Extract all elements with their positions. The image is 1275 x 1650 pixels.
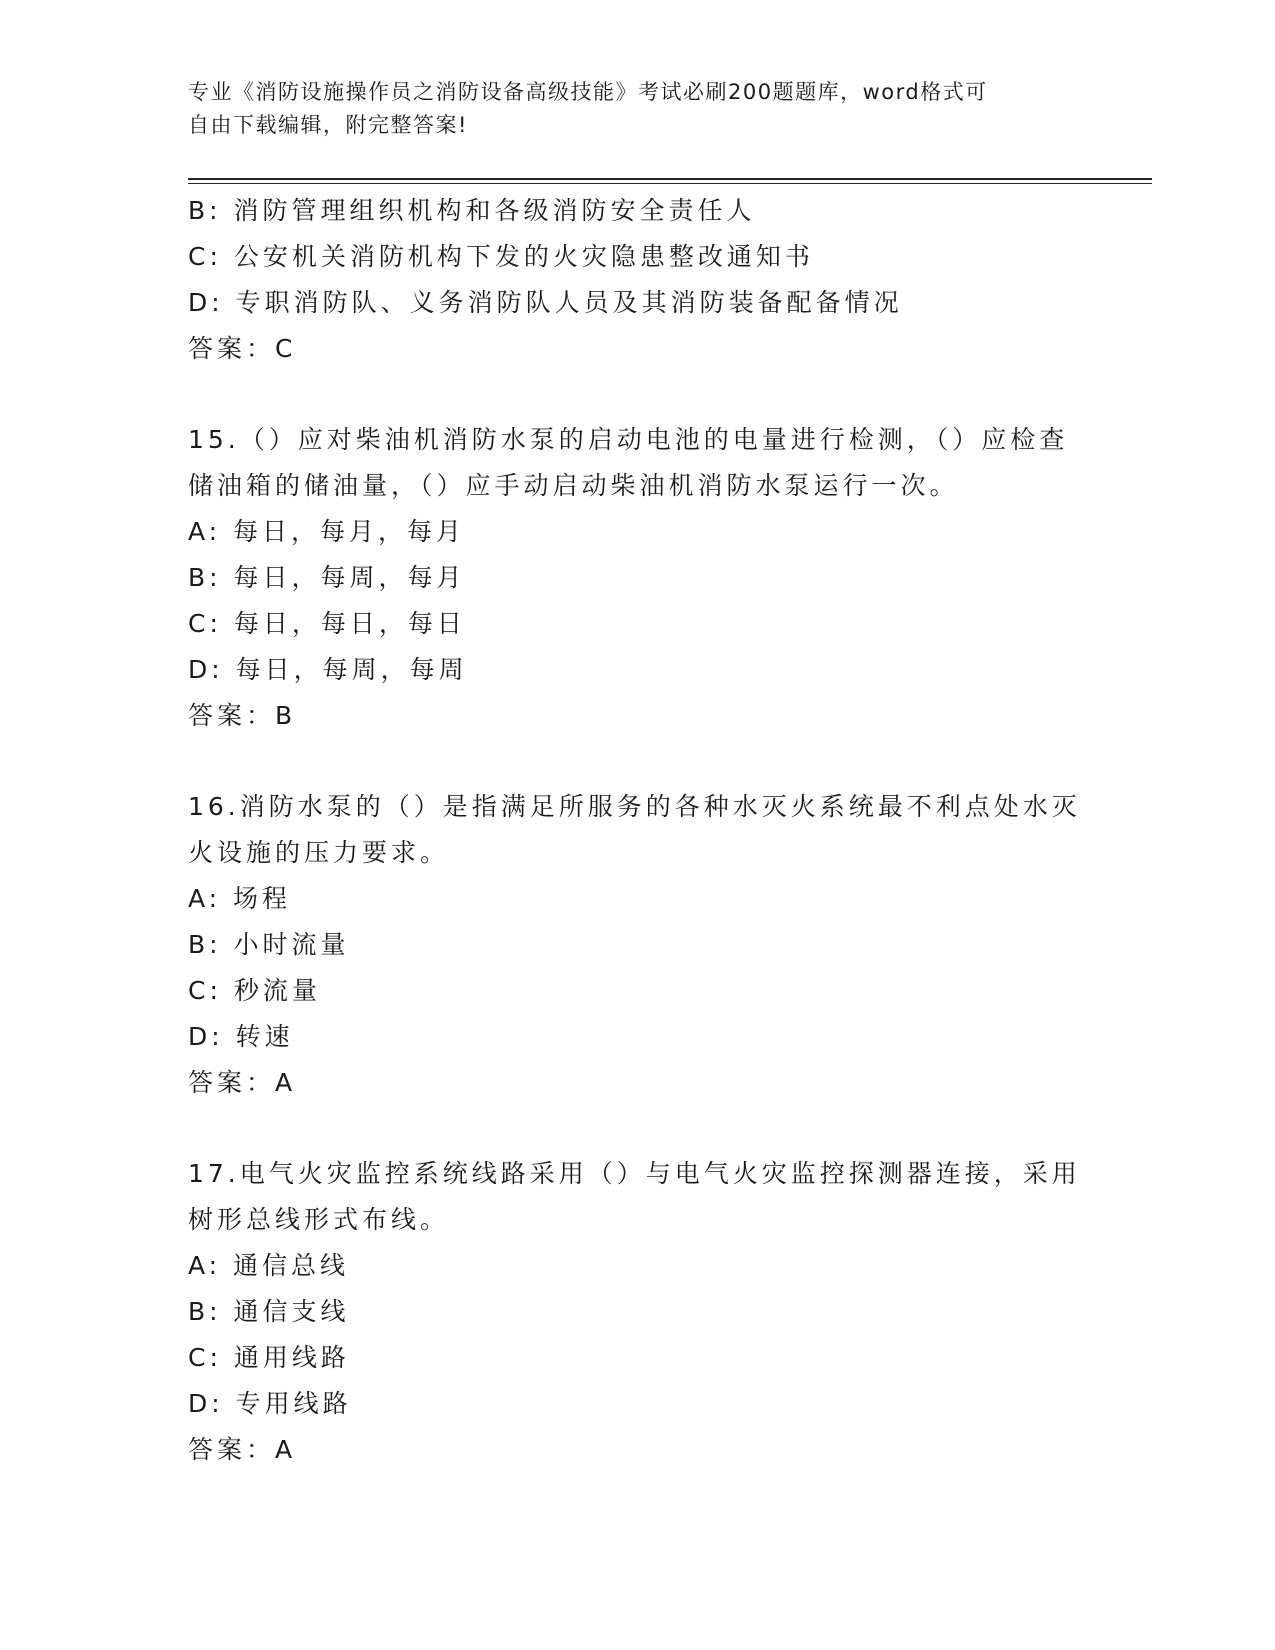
question-list xyxy=(188,188,1088,1473)
question-text: 储油箱的储油量，（）应手动启动柴油机消防水泵运行一次。 xyxy=(188,471,959,500)
answer-line: 答案：A xyxy=(188,1435,297,1464)
option-d: D: 专职消防队、义务消防队人员及其消防装备配备情况 xyxy=(188,288,903,317)
option-b: B: 小时流量 xyxy=(188,930,350,959)
option-b: B: 每日，每周，每月 xyxy=(188,563,466,592)
option-d: D: 每日，每周，每周 xyxy=(188,655,468,684)
option-c: C: 公安机关消防机构下发的火灾隐患整改通知书 xyxy=(188,242,814,271)
option-d: D: 专用线路 xyxy=(188,1389,352,1418)
question-text: 15.（）应对柴油机消防水泵的启动电池的电量进行检测，（）应检查 xyxy=(188,425,1069,454)
option-a: A: 每日，每月，每月 xyxy=(188,517,466,546)
option-b: B: 通信支线 xyxy=(188,1297,350,1326)
option-c: C: 通用线路 xyxy=(188,1343,350,1372)
question-text: 火设施的压力要求。 xyxy=(188,838,450,867)
question-text: 树形总线形式布线。 xyxy=(188,1205,450,1234)
option-a: A: 场程 xyxy=(188,884,292,913)
question-block-partial xyxy=(188,188,1088,372)
question-block-15 xyxy=(188,417,1088,739)
document-header xyxy=(188,76,1068,142)
option-b: B: 消防管理组织机构和各级消防安全责任人 xyxy=(188,196,756,225)
question-block-16 xyxy=(188,784,1088,1106)
question-text: 17.电气火灾监控系统线路采用（）与电气火灾监控探测器连接，采用 xyxy=(188,1159,1081,1188)
question-block-17 xyxy=(188,1151,1088,1473)
header-divider-thick xyxy=(188,178,1152,180)
answer-line: 答案：B xyxy=(188,701,297,730)
answer-line: 答案：C xyxy=(188,334,297,363)
option-d: D: 转速 xyxy=(188,1022,294,1051)
header-line-2: 自由下载编辑，附完整答案! xyxy=(188,113,468,137)
header-line-1: 专业《消防设施操作员之消防设备高级技能》考试必刷200题题库，word格式可 xyxy=(188,80,988,104)
option-a: A: 通信总线 xyxy=(188,1251,350,1280)
option-c: C: 每日，每日，每日 xyxy=(188,609,466,638)
option-c: C: 秒流量 xyxy=(188,976,321,1005)
question-text: 16.消防水泵的（）是指满足所服务的各种水灭火系统最不利点处水灭 xyxy=(188,792,1081,821)
header-divider-thin xyxy=(188,183,1152,184)
answer-line: 答案：A xyxy=(188,1068,297,1097)
